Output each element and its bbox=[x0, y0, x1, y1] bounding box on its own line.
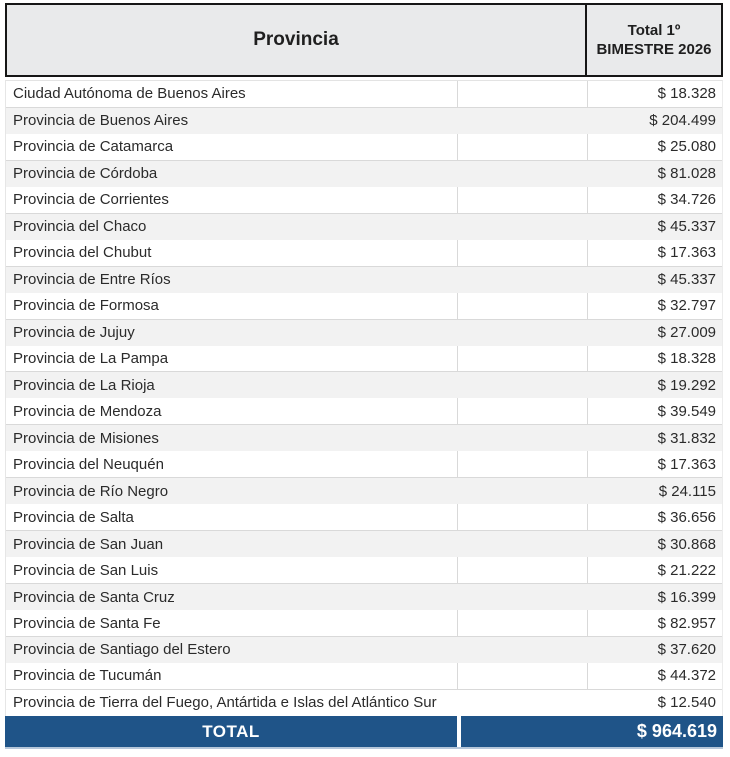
province-name-cell: Provincia de Santa Fe bbox=[6, 610, 458, 636]
empty-spacer-cell bbox=[458, 161, 588, 187]
empty-spacer-cell bbox=[458, 637, 588, 663]
provinces-table bbox=[5, 3, 723, 749]
value-cell: $ 17.363 bbox=[657, 455, 716, 473]
empty-spacer-cell bbox=[458, 584, 588, 610]
table-row bbox=[6, 346, 722, 373]
value-cell: $ 32.797 bbox=[657, 297, 716, 315]
table-row bbox=[6, 108, 722, 134]
empty-spacer-cell bbox=[458, 425, 588, 451]
value-cell: $ 16.399 bbox=[657, 588, 716, 606]
table-row bbox=[6, 187, 722, 214]
table-row bbox=[6, 320, 722, 346]
empty-spacer-cell bbox=[458, 346, 588, 372]
province-name-cell: Provincia de Santiago del Estero bbox=[13, 641, 231, 659]
table-rows bbox=[5, 80, 723, 716]
empty-spacer-cell bbox=[458, 451, 588, 477]
value-cell: $ 36.656 bbox=[657, 508, 716, 526]
province-name-cell: Provincia de Santa Cruz bbox=[13, 588, 175, 606]
empty-spacer-cell bbox=[458, 267, 588, 293]
table-row bbox=[6, 161, 722, 187]
province-name-cell: Provincia de Tierra del Fuego, Antártida e Islas del Atlántico Sur bbox=[13, 694, 437, 712]
value-cell: $ 18.328 bbox=[657, 85, 716, 103]
value-cell: $ 31.832 bbox=[657, 429, 716, 447]
province-name-cell: Provincia de Buenos Aires bbox=[13, 112, 189, 130]
value-cell: $ 44.372 bbox=[657, 667, 716, 685]
value-cell: $ 82.957 bbox=[657, 614, 716, 632]
total-value: $ 964.619 bbox=[636, 721, 717, 741]
value-cell: $ 12.540 bbox=[657, 694, 716, 712]
total-label-cell bbox=[5, 716, 457, 747]
empty-spacer-cell bbox=[458, 320, 588, 346]
empty-spacer-cell bbox=[458, 398, 588, 424]
value-cell: $ 21.222 bbox=[657, 561, 716, 579]
table-row bbox=[6, 267, 722, 293]
header-cell-provincia bbox=[5, 3, 587, 77]
province-name-cell: Provincia del Chubut bbox=[6, 240, 458, 266]
table-row bbox=[6, 584, 722, 610]
province-name-cell: Provincia de Córdoba bbox=[13, 165, 158, 183]
province-name-cell: Provincia de La Pampa bbox=[6, 346, 458, 372]
table-row bbox=[6, 478, 722, 504]
header-total-line1: Total 1º bbox=[627, 22, 681, 39]
empty-spacer-cell bbox=[458, 293, 588, 319]
table-row bbox=[6, 531, 722, 557]
header-total-line2: BIMESTRE 2026 bbox=[596, 41, 712, 58]
header-provincia-label: Provincia bbox=[253, 29, 339, 50]
province-name-cell: Provincia de Tucumán bbox=[6, 663, 458, 689]
province-name-cell: Provincia de Salta bbox=[6, 504, 458, 530]
table-row bbox=[6, 637, 722, 663]
province-name-cell: Provincia de Mendoza bbox=[6, 398, 458, 424]
table-row bbox=[6, 81, 722, 108]
empty-spacer-cell bbox=[458, 610, 588, 636]
empty-spacer-cell bbox=[458, 134, 588, 160]
table-row bbox=[6, 398, 722, 425]
province-name-cell: Provincia de Catamarca bbox=[6, 134, 458, 160]
table-row bbox=[6, 663, 722, 690]
province-name-cell: Provincia de Corrientes bbox=[6, 187, 458, 213]
table-row bbox=[6, 425, 722, 451]
value-cell: $ 24.115 bbox=[658, 482, 716, 500]
province-name-cell: Ciudad Autónoma de Buenos Aires bbox=[6, 81, 458, 107]
table-row bbox=[6, 214, 722, 240]
empty-spacer-cell bbox=[458, 690, 588, 716]
header-cell-total bbox=[587, 3, 723, 77]
value-cell: $ 45.337 bbox=[657, 218, 716, 236]
province-name-cell: Provincia de Misiones bbox=[13, 429, 159, 447]
total-value-cell bbox=[461, 716, 723, 747]
table-row bbox=[6, 504, 722, 531]
value-cell: $ 34.726 bbox=[657, 191, 716, 209]
value-cell: $ 30.868 bbox=[657, 535, 716, 553]
table-row bbox=[6, 134, 722, 161]
province-name-cell: Provincia de Entre Ríos bbox=[13, 271, 171, 289]
total-label: TOTAL bbox=[202, 721, 260, 741]
empty-spacer-cell bbox=[458, 531, 588, 557]
empty-spacer-cell bbox=[458, 240, 588, 266]
table-row bbox=[6, 372, 722, 398]
province-name-cell: Provincia de San Luis bbox=[6, 557, 458, 583]
value-cell: $ 39.549 bbox=[657, 402, 716, 420]
empty-spacer-cell bbox=[458, 372, 588, 398]
value-cell: $ 19.292 bbox=[657, 376, 716, 394]
empty-spacer-cell bbox=[458, 108, 588, 134]
table-row bbox=[6, 690, 722, 716]
table-row bbox=[6, 610, 722, 637]
table-row bbox=[6, 240, 722, 267]
value-cell: $ 37.620 bbox=[657, 641, 716, 659]
value-cell: $ 204.499 bbox=[649, 112, 716, 130]
value-cell: $ 81.028 bbox=[657, 165, 716, 183]
empty-spacer-cell bbox=[458, 81, 588, 107]
empty-spacer-cell bbox=[458, 478, 588, 504]
total-row bbox=[5, 716, 723, 749]
province-name-cell: Provincia del Chaco bbox=[13, 218, 147, 236]
empty-spacer-cell bbox=[458, 504, 588, 530]
province-name-cell: Provincia del Neuquén bbox=[6, 451, 458, 477]
table-row bbox=[6, 451, 722, 478]
province-name-cell: Provincia de Río Negro bbox=[13, 482, 169, 500]
value-cell: $ 18.328 bbox=[657, 350, 716, 367]
province-name-cell: Provincia de San Juan bbox=[13, 535, 164, 553]
province-name-cell: Provincia de Formosa bbox=[6, 293, 458, 319]
empty-spacer-cell bbox=[458, 187, 588, 213]
value-cell: $ 25.080 bbox=[657, 138, 716, 156]
value-cell: $ 27.009 bbox=[657, 324, 716, 342]
empty-spacer-cell bbox=[458, 214, 588, 240]
table-row bbox=[6, 293, 722, 320]
value-cell: $ 45.337 bbox=[657, 271, 716, 289]
empty-spacer-cell bbox=[458, 557, 588, 583]
table-header-row bbox=[5, 3, 723, 77]
table-row bbox=[6, 557, 722, 584]
value-cell: $ 17.363 bbox=[657, 244, 716, 262]
province-name-cell: Provincia de Jujuy bbox=[13, 324, 135, 342]
empty-spacer-cell bbox=[458, 663, 588, 689]
province-name-cell: Provincia de La Rioja bbox=[13, 376, 155, 394]
